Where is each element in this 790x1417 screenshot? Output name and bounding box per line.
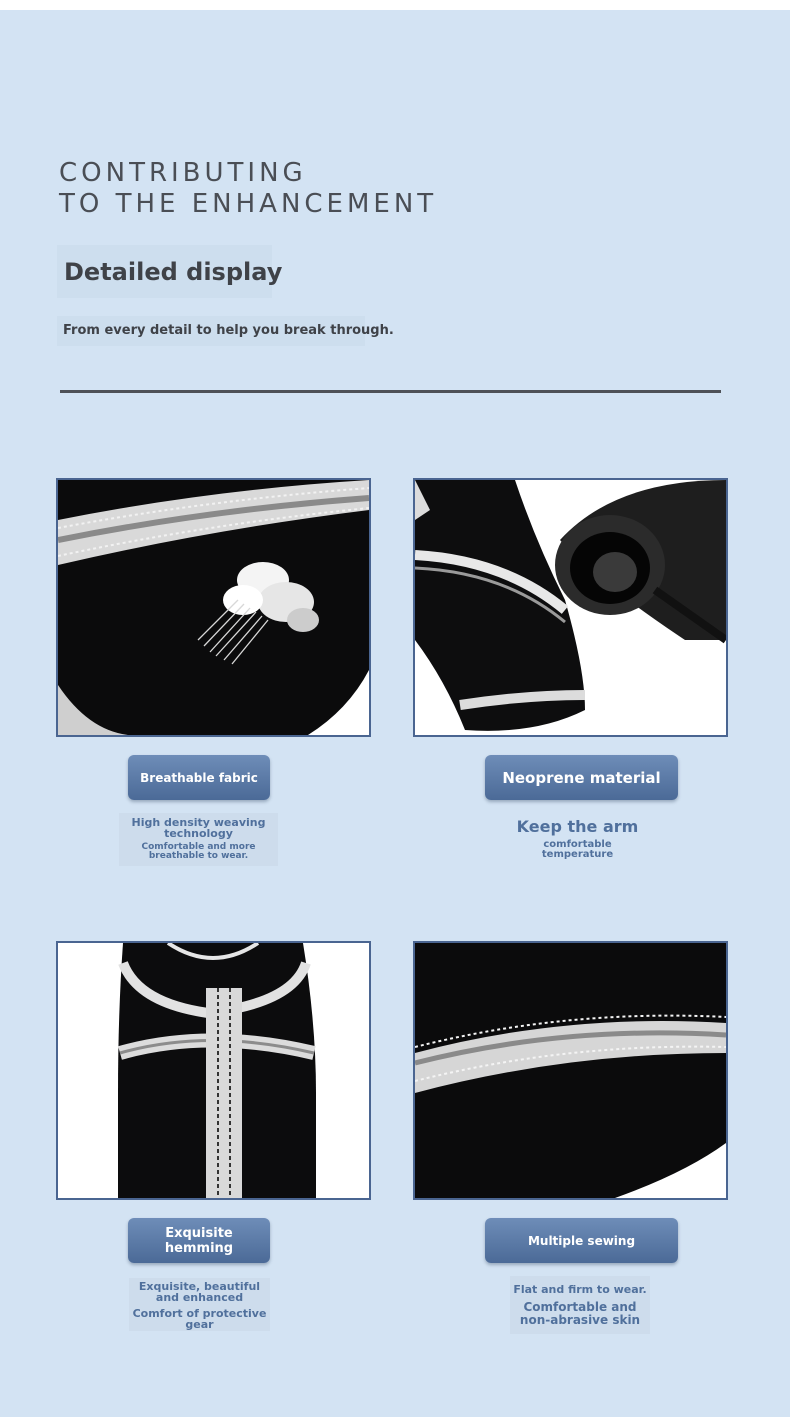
- desc-primary: Keep the arm: [516, 817, 639, 836]
- divider: [60, 390, 721, 393]
- headline-line-2: TO THE ENHANCEMENT: [59, 189, 438, 219]
- label-multiple-sewing-text: Multiple sewing: [527, 1233, 636, 1248]
- photo-multiple-sewing: [413, 941, 728, 1200]
- neoprene-image: [415, 480, 726, 735]
- product-detail-page: [0, 10, 790, 1417]
- desc-exquisite-hemming: [129, 1278, 270, 1331]
- desc-neoprene-material: [516, 817, 639, 867]
- desc-breathable-fabric: [119, 813, 278, 866]
- label-exquisite-hemming: [128, 1218, 270, 1263]
- label-exquisite-hemming-line-1: Exquisite: [165, 1225, 233, 1241]
- hemming-image: [58, 943, 369, 1198]
- desc-primary: High density weaving technology: [131, 816, 266, 840]
- label-exquisite-hemming-line-2: hemming: [164, 1240, 234, 1256]
- photo-neoprene-material: [413, 478, 728, 737]
- label-breathable-fabric-text: Breathable fabric: [140, 770, 258, 785]
- desc-multiple-sewing: [510, 1276, 650, 1334]
- photo-exquisite-hemming: [56, 941, 371, 1200]
- sleeve-fabric-image: [58, 480, 369, 735]
- photo-breathable-fabric: [56, 478, 371, 737]
- desc-secondary: comfortable temperature: [541, 839, 614, 860]
- desc-secondary: Comfortable and non-abrasive skin: [519, 1300, 641, 1327]
- desc-primary: Flat and firm to wear.: [513, 1283, 647, 1296]
- label-multiple-sewing: [485, 1218, 678, 1263]
- page-title: Detailed display: [64, 258, 283, 286]
- headline: [59, 158, 437, 220]
- tagline: From every detail to help you break through.: [63, 323, 394, 338]
- label-neoprene-material-text: Neoprene material: [502, 768, 661, 787]
- sewing-image: [415, 943, 726, 1198]
- label-neoprene-material: [485, 755, 678, 800]
- desc-primary: Exquisite, beautiful and enhanced: [138, 1280, 261, 1304]
- desc-secondary: Comfort of protective gear: [132, 1307, 267, 1331]
- desc-secondary: Comfortable and more breathable to wear.: [141, 842, 256, 861]
- label-breathable-fabric: [128, 755, 270, 800]
- headline-line-1: CONTRIBUTING: [59, 158, 307, 188]
